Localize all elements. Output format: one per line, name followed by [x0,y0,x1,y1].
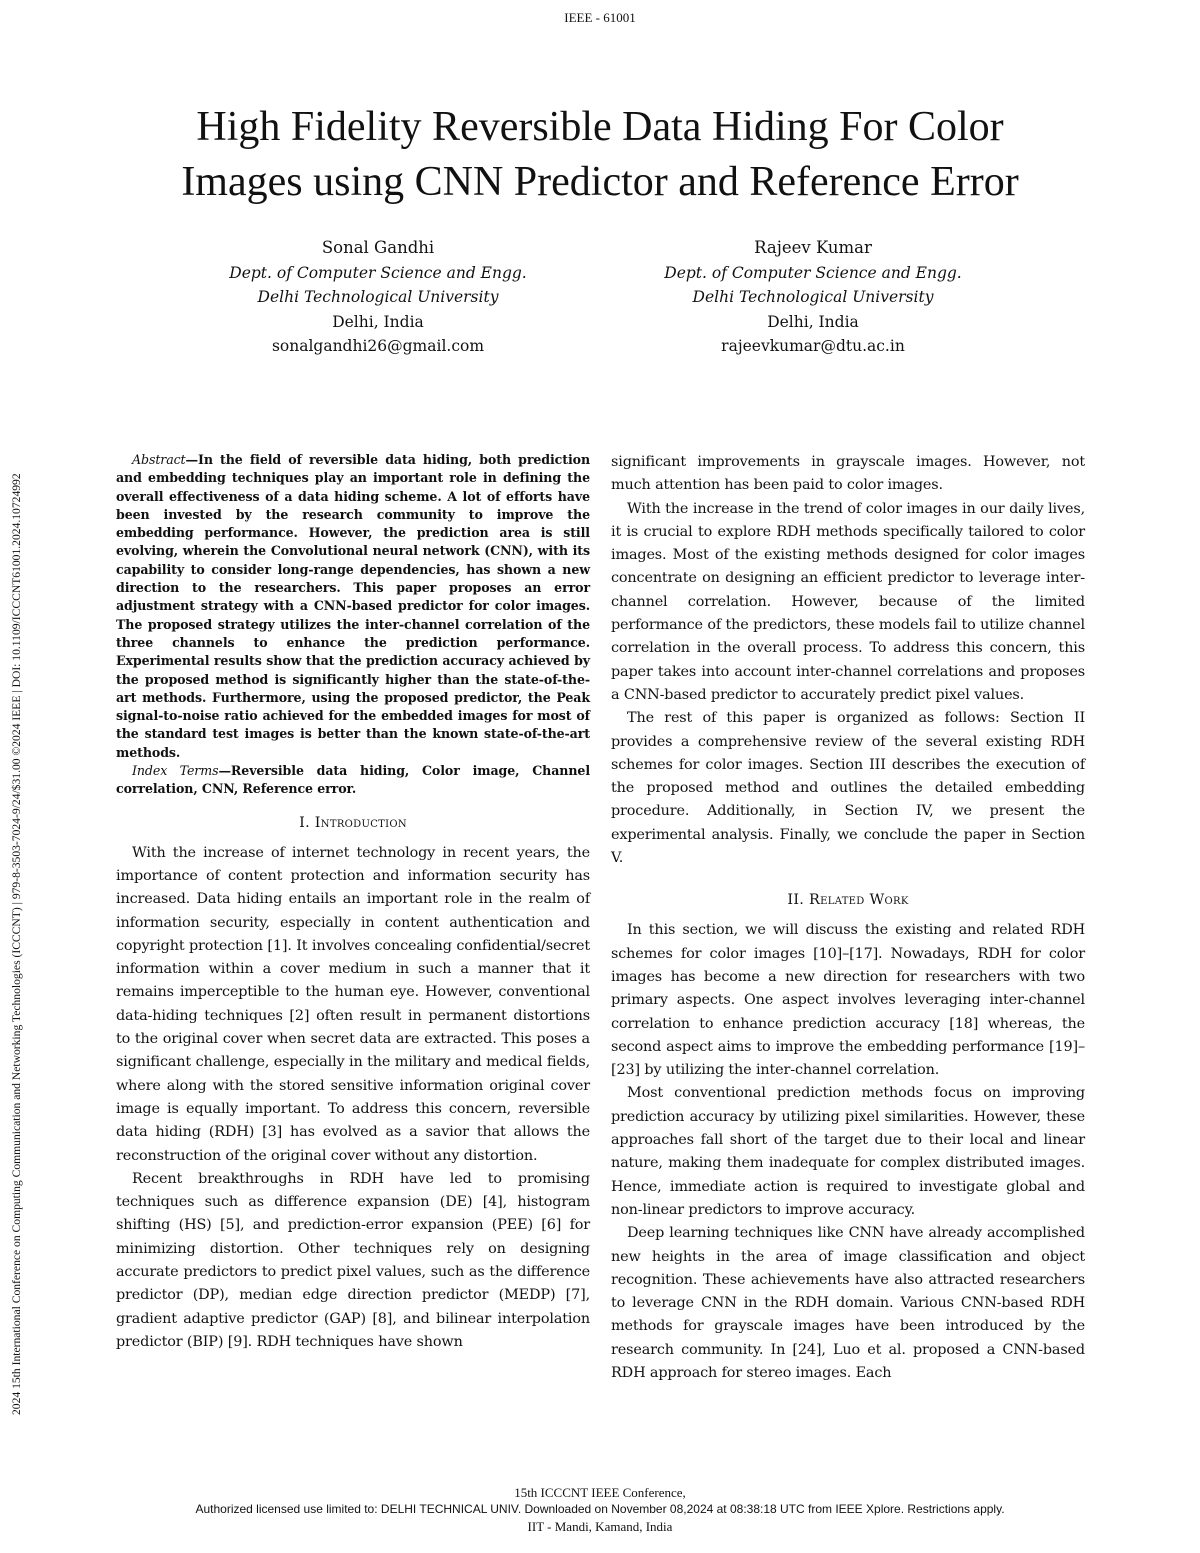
right-column [611,451,1085,1385]
author-dept: Dept. of Computer Science and Engg. [229,263,527,282]
paragraph: Deep learning techniques like CNN have already accomplished new heights in the area of image classification and object recognition. These achievements have also attracted researchers to leverage CNN in the RDH domain. Various CNN-based RDH methods for grayscale images have been introduced by the research community. In [24], Luo et al. proposed a CNN-based RDH approach for stereo images. Each [611,1225,1085,1381]
index-terms-label: Index Terms [132,763,219,779]
license-notice: Authorized licensed use limited to: DELHI TECHNICAL UNIV. Downloaded on November 08,2024 at 08:38:18 UTC from IEEE Xplore. Restrictions apply. [195,1502,1005,1516]
author-location: Delhi, India [332,312,424,331]
author-name: Sonal Gandhi [321,238,435,257]
abstract-label: Abstract [132,452,186,467]
author-email: rajeevkumar@dtu.ac.in [721,337,905,355]
doi-side-strip: 2024 15th International Conference on Computing Communication and Networking Technologies (ICCCNT) | 979-8-3503-7024-9/24/$31.00 ©2024 IEEE | DOI: 10.1109/ICCCNT61001.2024.10724992 [10,473,23,1415]
section-heading-introduction: I. Introduction [299,814,407,831]
author-dept: Dept. of Computer Science and Engg. [664,263,962,282]
paragraph-continuation: significant improvements in grayscale images. However, not much attention has been paid to color images. [611,454,1085,494]
abstract-text: —In the field of reversible data hiding, both prediction and embedding techniques play an important role in defining the overall effectiveness of a data hiding scheme. A lot of efforts have been invested by the research community to improve the embedding performance. However, the prediction area is still evolving, wherein the Convolutional neural network (CNN), with its capability to consider long-range dependencies, has shown a new direction to the researchers. This paper proposes an error adjustment strategy with a CNN-based predictor for color images. The proposed strategy utilizes the inter-channel correlation of the three channels to enhance the prediction performance. Experimental results show that the prediction accuracy achieved by the proposed method is significantly higher than the state-of-the-art methods. Furthermore, using the proposed predictor, the Peak signal-to-noise ratio achieved for the embedded images for most of the standard test images is better than the known state-of-the-art methods. [116,452,590,760]
section-heading-related-work: II. Related Work [787,892,909,909]
author-university: Delhi Technological University [692,288,934,306]
paper-title [60,100,1140,210]
index-terms [116,762,590,799]
title-line-2: Images using CNN Predictor and Reference Error [181,159,1019,205]
abstract [116,451,590,762]
paragraph: Recent breakthroughs in RDH have led to promising techniques such as difference expansion (DE) [4], histogram shifting (HS) [5], and prediction-error expansion (PEE) [6] for minimizing distortion. Other techniques rely on designing accurate predictors to predict pixel values, such as the difference predictor (DP), median edge direction predictor (MEDP) [7], gradient adaptive predictor (GAP) [8], and bilinear interpolation predictor (BIP) [9]. RDH techniques have shown [116,1170,590,1350]
paragraph: In this section, we will discuss the existing and related RDH schemes for color images [10]–[17]. Nowadays, RDH for color images has become a new direction for researchers with two primary aspects. One aspect involves leveraging inter-channel correlation to enhance prediction accuracy [18] whereas, the second aspect aims to improve the embedding performance [19]–[23] by utilizing the inter-channel correlation. [611,922,1085,1079]
left-column [116,451,590,1354]
author-location: Delhi, India [767,312,859,331]
author-block-2 [603,236,1023,359]
author-name: Rajeev Kumar [754,238,872,257]
paragraph: With the increase in the trend of color images in our daily lives, it is crucial to explore RDH methods specifically tailored to color images. Most of the existing methods designed for color images concentrate on designing an efficient predictor to leverage inter-channel correlation. However, because of the limited performance of the predictors, these models fail to utilize channel correlation in the overall process. To address this concern, this paper takes into account inter-channel correlations and proposes a CNN-based predictor to accurately predict pixel values. [611,500,1085,703]
conference-header: IEEE - 61001 [564,10,636,25]
author-email: sonalgandhi26@gmail.com [271,337,485,355]
author-university: Delhi Technological University [257,288,499,306]
author-block-1 [168,236,588,359]
paragraph: The rest of this paper is organized as follows: Section II provides a comprehensive review of the several existing RDH schemes for color images. Section III describes the execution of the proposed method and outlines the detailed embedding procedure. Additionally, in Section IV, we present the experimental analysis. Finally, we conclude the paper in Section V. [611,710,1085,867]
paragraph: Most conventional prediction methods focus on improving prediction accuracy by utilizing pixel similarities. However, these approaches fall short of the target due to their local and linear nature, making them inadequate for complex distributed images. Hence, immediate action is required to investigate global and non-linear predictors to improve accuracy. [611,1085,1085,1218]
page-footer [0,1484,1200,1535]
index-terms-text: —Reversible data hiding, Color image, Channel correlation, CNN, Reference error. [116,763,591,797]
paragraph: With the increase of internet technology in recent years, the importance of content protection and information security has increased. Data hiding entails an important role in the realm of information security, especially in content authentication and copyright protection [1]. It involves concealing confidential/secret information within a cover medium in such a manner that it remains imperceptible to the human eye. However, conventional data-hiding techniques [2] often result in permanent distortions to the original cover when secret data are extracted. This poses a significant challenge, especially in the military and medical fields, where along with the stored sensitive information original cover image is equally important. To address this concern, reversible data hiding (RDH) [3] has evolved as a savior that allows the reconstruction of the original cover without any distortion. [116,844,590,1164]
footer-venue: IIT - Mandi, Kamand, India [527,1519,673,1534]
footer-conference: 15th ICCCNT IEEE Conference, [514,1485,686,1500]
title-line-1: High Fidelity Reversible Data Hiding For Color [196,104,1004,150]
